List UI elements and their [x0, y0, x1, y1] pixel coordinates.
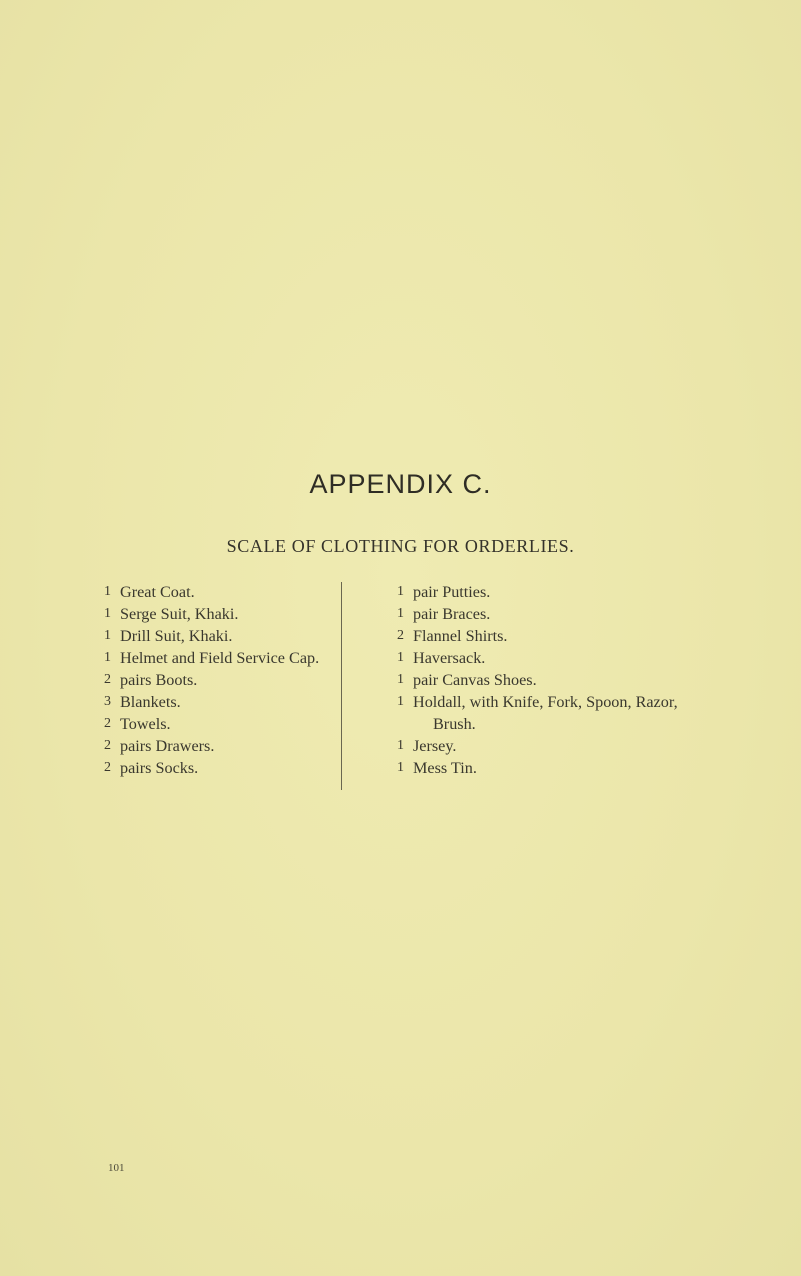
item-quantity: 1	[397, 650, 404, 665]
list-item	[104, 669, 336, 691]
list-item	[397, 581, 697, 603]
list-item	[397, 625, 697, 647]
item-quantity: 1	[104, 650, 111, 665]
item-quantity: 3	[104, 694, 111, 709]
list-item	[104, 757, 336, 779]
list-item	[104, 603, 336, 625]
clothing-list-right	[397, 581, 697, 779]
item-quantity: 1	[397, 672, 404, 687]
page-subtitle: SCALE OF CLOTHING FOR ORDERLIES.	[226, 536, 575, 556]
item-quantity: 1	[397, 738, 404, 753]
column-divider	[341, 582, 342, 790]
item-quantity: 1	[104, 584, 111, 599]
page-title: APPENDIX C.	[309, 469, 492, 499]
item-quantity: 2	[104, 672, 111, 687]
item-description: Blankets.	[120, 693, 181, 711]
item-description: Mess Tin.	[413, 759, 477, 777]
item-description: Helmet and Field Service Cap.	[120, 649, 320, 667]
list-item	[397, 603, 697, 625]
clothing-list-left	[104, 581, 336, 779]
item-description: Drill Suit, Khaki.	[120, 627, 233, 645]
list-item	[397, 691, 697, 735]
item-description: pair Putties.	[413, 583, 491, 601]
list-item	[104, 581, 336, 603]
item-description: Jersey.	[413, 737, 457, 755]
list-item	[104, 647, 336, 669]
item-description: Towels.	[120, 715, 171, 733]
item-quantity: 1	[397, 760, 404, 775]
item-quantity: 2	[104, 760, 111, 775]
item-quantity: 2	[104, 738, 111, 753]
item-description: Haversack.	[413, 649, 486, 667]
list-item	[397, 669, 697, 691]
list-item	[104, 735, 336, 757]
item-quantity: 1	[397, 584, 404, 599]
item-description: Flannel Shirts.	[413, 627, 508, 645]
item-quantity: 2	[104, 716, 111, 731]
item-description: pairs Drawers.	[120, 737, 215, 755]
list-item	[397, 735, 697, 757]
item-description: pairs Boots.	[120, 671, 198, 689]
item-quantity: 1	[397, 694, 404, 709]
item-quantity: 2	[397, 628, 404, 643]
item-description: pair Canvas Shoes.	[413, 671, 537, 689]
item-description: Holdall, with Knife, Fork, Spoon, Razor, Brush.	[413, 693, 678, 733]
list-item	[104, 625, 336, 647]
item-description: Serge Suit, Khaki.	[120, 605, 239, 623]
list-item	[104, 713, 336, 735]
item-quantity: 1	[104, 628, 111, 643]
page-number: 101	[108, 1162, 125, 1174]
item-description: pair Braces.	[413, 605, 491, 623]
item-quantity: 1	[104, 606, 111, 621]
item-description: pairs Socks.	[120, 759, 199, 777]
list-item	[104, 691, 336, 713]
list-item	[397, 757, 697, 779]
item-quantity: 1	[397, 606, 404, 621]
list-item	[397, 647, 697, 669]
item-description: Great Coat.	[120, 583, 195, 601]
